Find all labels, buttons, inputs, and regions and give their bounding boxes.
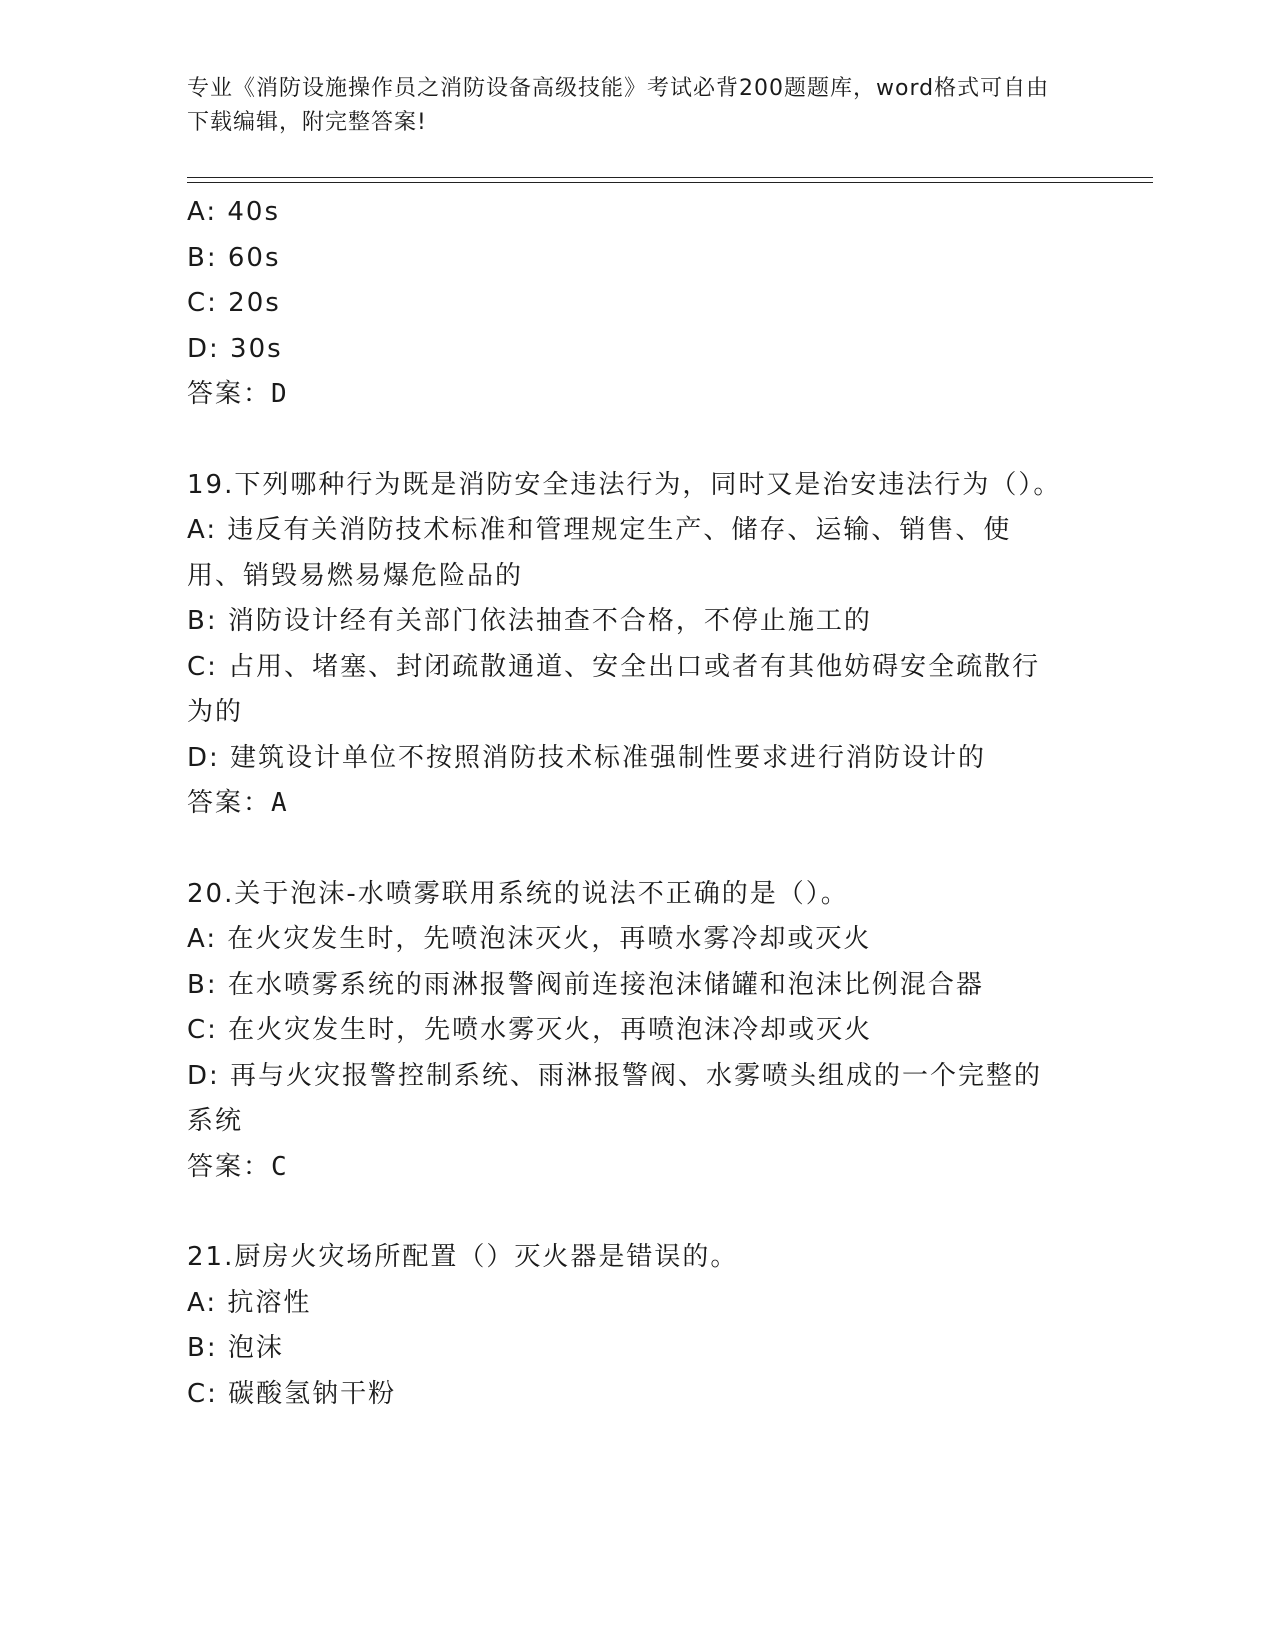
option-c: C: 在火灾发生时，先喷水雾灭火，再喷泡沫冷却或灭火 (187, 1015, 873, 1045)
question-20 (187, 872, 1067, 1191)
option-b: B: 泡沫 (187, 1333, 284, 1363)
option-a: A: 在火灾发生时，先喷泡沫灭火，再喷水雾冷却或灭火 (187, 924, 872, 954)
option-d: D: 30s (187, 333, 283, 364)
question-stem: 20.关于泡沫-水喷雾联用系统的说法不正确的是（）。 (187, 878, 849, 909)
option-d: D: 建筑设计单位不按照消防技术标准强制性要求进行消防设计的 (187, 742, 987, 773)
document-header (187, 72, 1067, 140)
answer-value: D (271, 379, 289, 409)
option-c: C: 20s (187, 288, 281, 318)
answer-line (187, 372, 1067, 418)
answer-value: C (271, 1151, 289, 1182)
header-divider (187, 177, 1153, 178)
question-stem: 21.厨房火灾场所配置（）灭火器是错误的。 (187, 1242, 739, 1272)
option-b: B: 在水喷雾系统的雨淋报警阀前连接泡沫储罐和泡沫比例混合器 (187, 969, 984, 1000)
option-b: B: 60s (187, 242, 281, 273)
answer-line (187, 1145, 1067, 1191)
answer-label: 答案： (187, 1151, 272, 1182)
option-d: D: 再与火灾报警控制系统、雨淋报警阀、水雾喷头组成的一个完整的系统 (187, 1060, 1043, 1136)
question-21 (187, 1235, 1067, 1417)
option-c: C: 占用、堵塞、封闭疏散通道、安全出口或者有其他妨碍安全疏散行为的 (187, 651, 1041, 727)
header-text: 专业《消防设施操作员之消防设备高级技能》考试必背200题题库，word格式可自由下载编辑，附完整答案! (187, 76, 1050, 135)
question-19 (187, 463, 1067, 827)
answer-line (187, 781, 1067, 827)
answer-label: 答案： (187, 788, 272, 818)
option-b: B: 消防设计经有关部门依法抽查不合格，不停止施工的 (187, 606, 872, 636)
question-content (187, 190, 1067, 1417)
option-c: C: 碳酸氢钠干粉 (187, 1378, 397, 1409)
option-a: A: 40s (187, 197, 280, 227)
previous-question-tail (187, 190, 1067, 418)
option-a: A: 违反有关消防技术标准和管理规定生产、储存、运输、销售、使用、销毁易燃易爆危险品的 (187, 515, 1012, 591)
option-a: A: 抗溶性 (187, 1287, 312, 1318)
answer-value: A (271, 788, 289, 818)
header-divider-secondary (187, 182, 1153, 183)
answer-label: 答案： (187, 379, 272, 409)
question-stem: 19.下列哪种行为既是消防安全违法行为，同时又是治安违法行为（）。 (187, 469, 1062, 500)
